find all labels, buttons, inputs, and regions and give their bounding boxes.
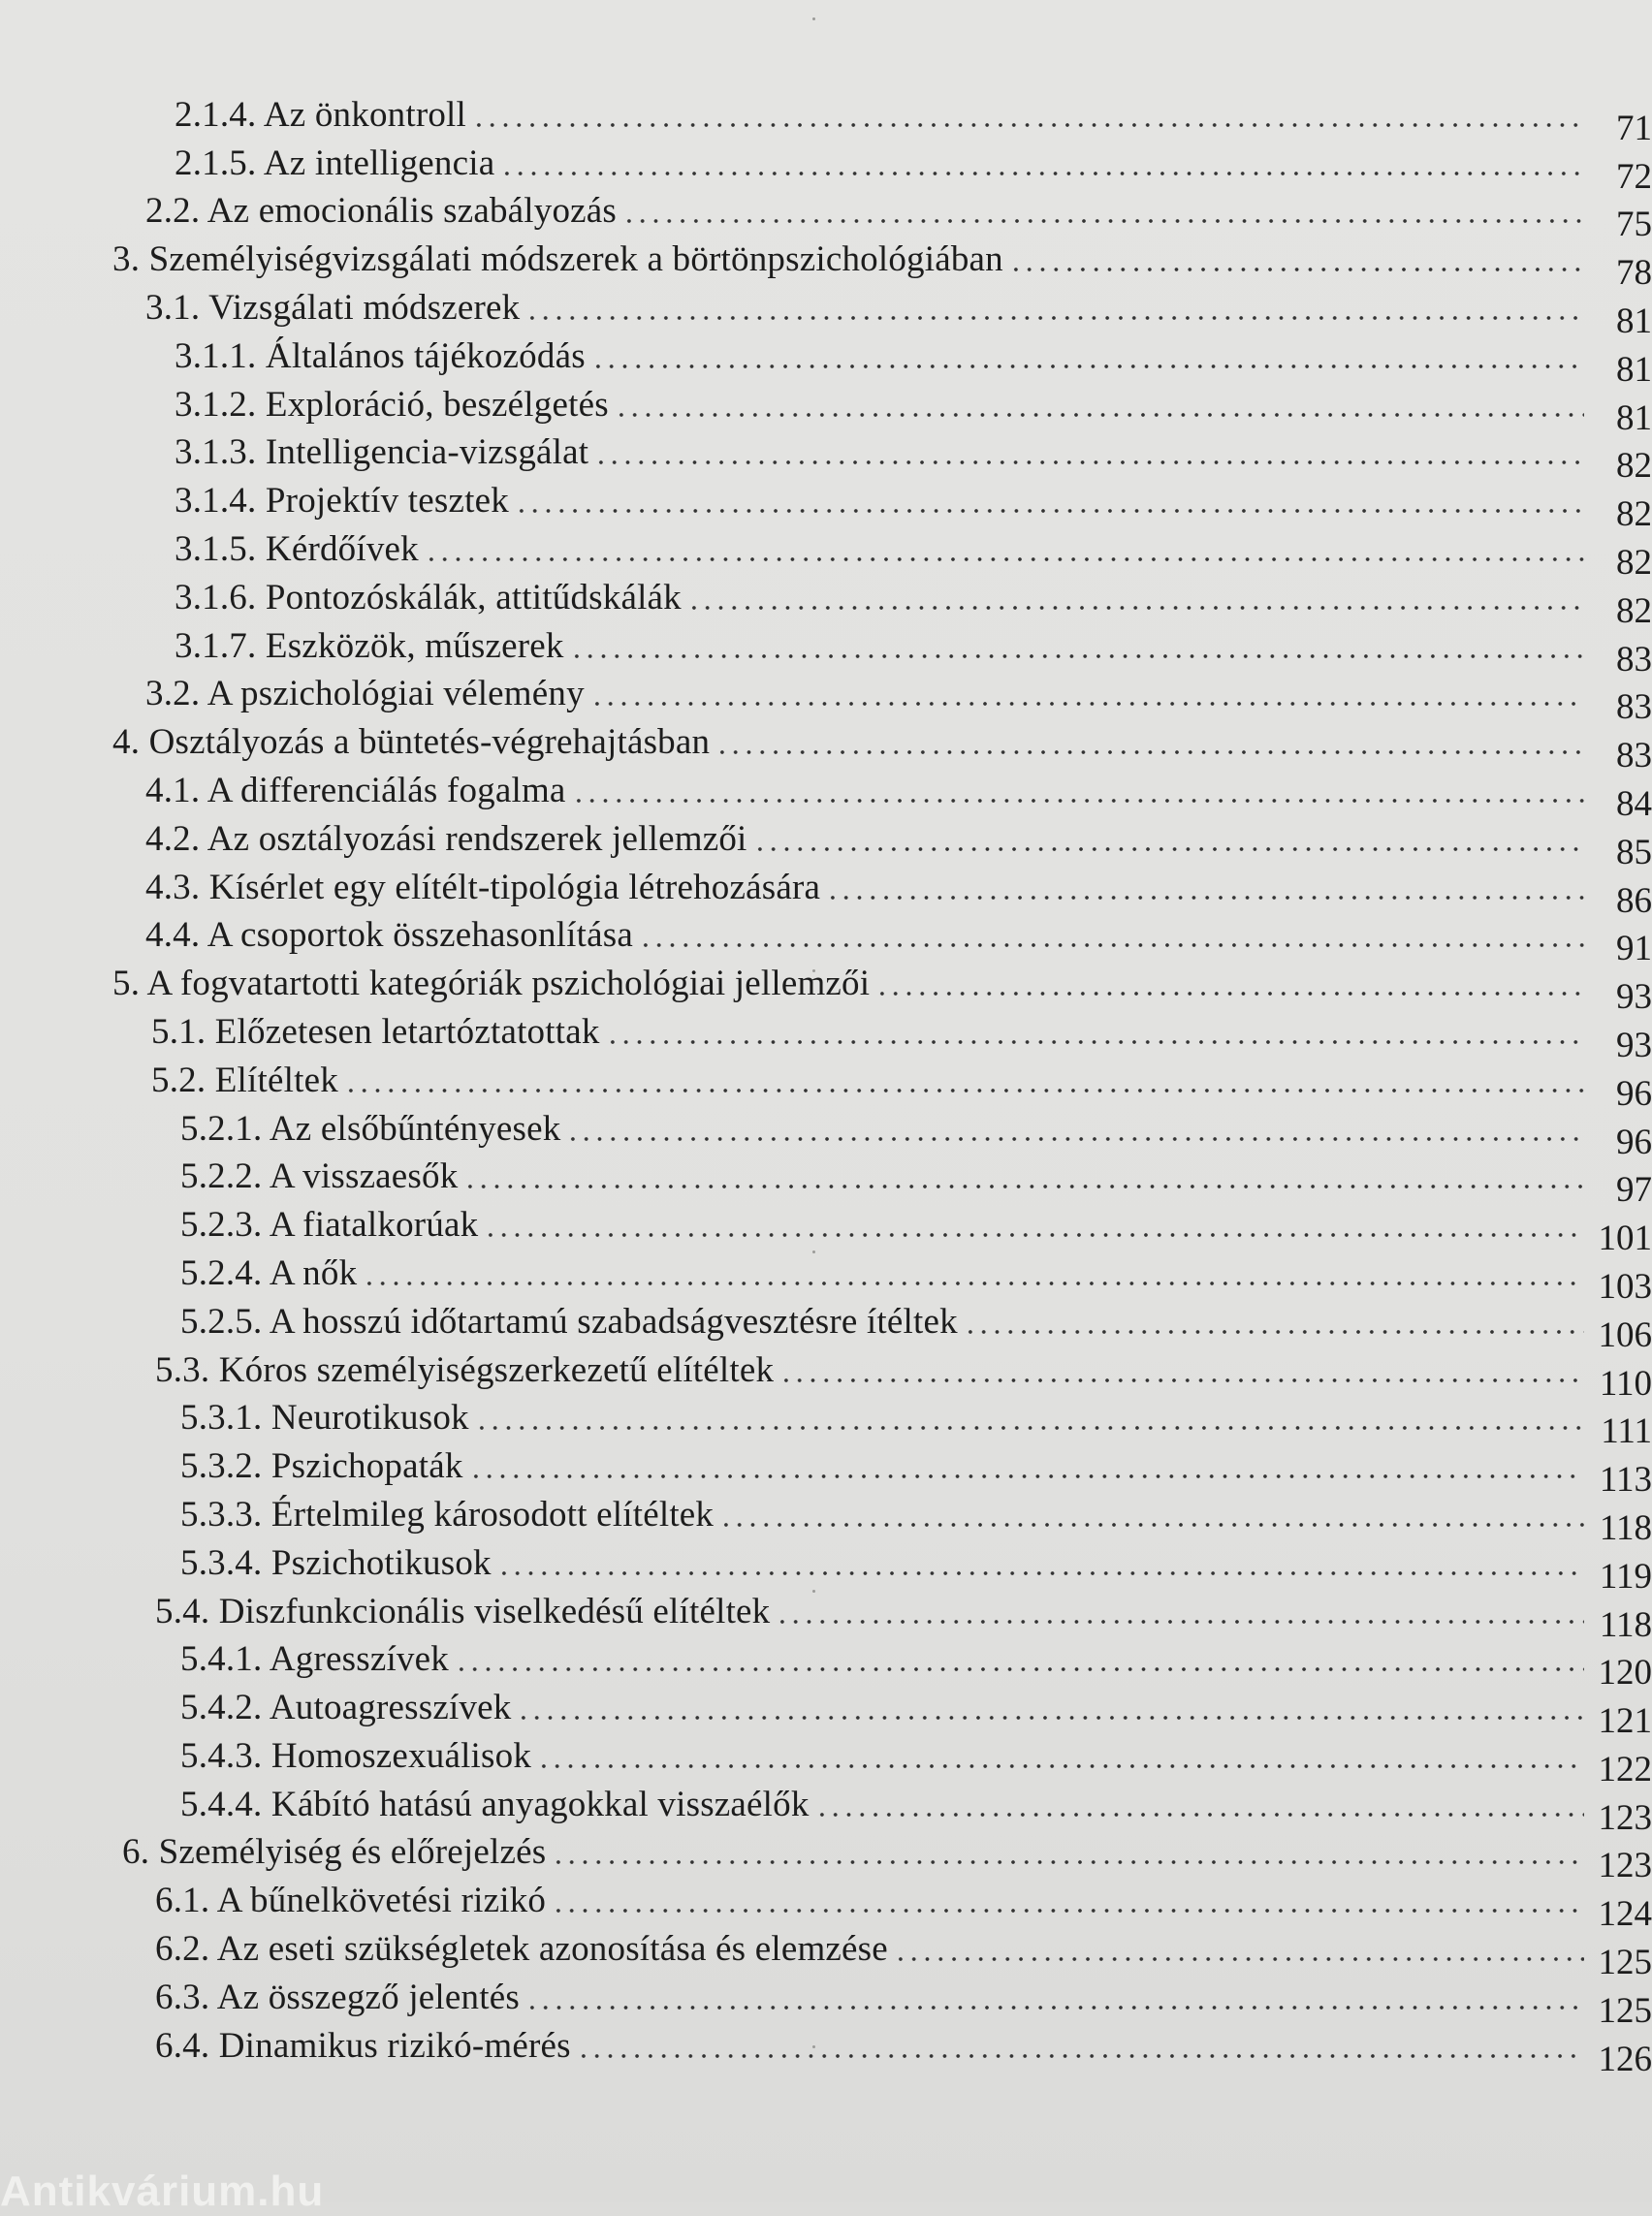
toc-entry-page: 84 — [1616, 783, 1652, 824]
toc-entry-title: 5.3.2. Pszichopaták — [180, 1446, 463, 1487]
toc-entry-page: 82 — [1616, 446, 1652, 487]
dot-leader — [606, 1036, 1584, 1048]
toc-entry-page: 123 — [1598, 1846, 1652, 1886]
toc-entry — [0, 1155, 1652, 1211]
toc-entry-title: 4.2. Az osztályozási rendszerek jellemzői — [145, 818, 747, 859]
toc-entry-page: 119 — [1599, 1556, 1652, 1597]
toc-entry — [0, 1396, 1652, 1452]
dot-leader — [552, 1905, 1584, 1916]
dot-leader — [484, 1229, 1584, 1241]
toc-entry-title: 3.1.3. Intelligencia-vizsgálat — [175, 432, 589, 473]
dot-leader — [776, 1616, 1584, 1628]
toc-entry — [0, 333, 1652, 390]
toc-entry-page: 123 — [1598, 1797, 1652, 1838]
toc-entry-title: 3.1.2. Exploráció, beszélgetés — [175, 384, 609, 425]
toc-entry — [0, 141, 1652, 197]
toc-entry-page: 122 — [1598, 1749, 1652, 1789]
toc-entry-page: 81 — [1616, 349, 1652, 390]
toc-entry-title: 5.2.4. A nők — [180, 1252, 358, 1293]
dot-leader — [344, 1085, 1584, 1096]
dot-leader — [639, 939, 1584, 951]
toc-entry-title: 5.4.4. Kábító hatású anyagokkal visszaélők — [180, 1784, 810, 1824]
toc-entry-page: 110 — [1599, 1363, 1652, 1404]
toc-entry-title: 6. Személyiség és előrejelzés — [122, 1832, 547, 1873]
dot-leader — [875, 988, 1584, 999]
toc-entry-page: 101 — [1598, 1219, 1652, 1259]
toc-entry-title: 5.4. Diszfunkcionális viselkedésű elítéltek — [155, 1591, 771, 1631]
toc-entry-page: 82 — [1616, 494, 1652, 535]
dot-leader — [815, 1809, 1584, 1820]
toc-entry — [0, 1347, 1652, 1404]
toc-entry-page: 83 — [1616, 687, 1652, 728]
toc-entry-page: 113 — [1599, 1460, 1652, 1501]
toc-entry — [0, 1009, 1652, 1065]
toc-entry-title: 5.2.1. Az elsőbűntényesek — [180, 1108, 561, 1149]
toc-entry-title: 2.1.5. Az intelligencia — [175, 142, 495, 183]
dot-leader — [525, 312, 1584, 324]
toc-entry — [0, 237, 1652, 294]
toc-entry-page: 97 — [1616, 1170, 1652, 1211]
toc-entry-page: 82 — [1616, 542, 1652, 583]
toc-entry — [0, 1637, 1652, 1694]
toc-entry-page: 126 — [1598, 2039, 1652, 2079]
toc-entry-title: 2.2. Az emocionális szabályozás — [145, 191, 618, 232]
toc-entry — [0, 1782, 1652, 1838]
toc-entry-page: 83 — [1616, 639, 1652, 680]
toc-entry-page: 81 — [1616, 301, 1652, 341]
toc-entry-page: 118 — [1599, 1507, 1652, 1548]
toc-entry — [0, 478, 1652, 535]
toc-entry-title: 5.4.3. Homoszexuálisok — [180, 1735, 532, 1776]
toc-entry — [0, 430, 1652, 487]
toc-entry-title: 6.3. Az összegző jelentés — [155, 1977, 520, 2017]
toc-entry — [0, 1058, 1652, 1114]
toc-entry-title: 5.2.3. A fiatalkorúak — [180, 1205, 479, 1246]
toc-entry — [0, 719, 1652, 776]
toc-entry — [0, 382, 1652, 438]
toc-entry-title: 5.4.2. Autoagresszívek — [180, 1688, 512, 1728]
dot-leader — [515, 505, 1584, 517]
dot-leader — [537, 1760, 1584, 1772]
toc-entry-title: 5.3.4. Pszichotikusok — [180, 1542, 492, 1583]
toc-entry-page: 93 — [1616, 977, 1652, 1018]
toc-entry — [0, 865, 1652, 921]
dot-leader — [1009, 264, 1584, 275]
toc-entry — [0, 1492, 1652, 1548]
toc-entry-title: 6.2. Az eseti szükségletek azonosítása és elemzése — [155, 1929, 888, 1970]
toc-entry-page: 75 — [1616, 205, 1652, 245]
dot-leader — [591, 361, 1584, 372]
dot-leader — [566, 1133, 1584, 1145]
toc-entry — [0, 1106, 1652, 1162]
dot-leader — [363, 1278, 1584, 1289]
toc-entry-title: 5.2.2. A visszaesők — [180, 1156, 459, 1197]
toc-entry — [0, 1878, 1652, 1935]
toc-entry-title: 4.3. Kísérlet egy elítélt-tipológia létrehozására — [145, 867, 821, 907]
toc-entry-title: 3.1.7. Eszközök, műszerek — [175, 625, 564, 666]
toc-entry-title: 5.3. Kóros személyiségszerkezetű elítéltek — [155, 1349, 775, 1390]
toc-entry-page: 124 — [1598, 1894, 1652, 1935]
toc-entry-title: 3.1. Vizsgálati módszerek — [145, 287, 521, 328]
dot-leader — [826, 892, 1584, 903]
toc-entry-title: 4.4. A csoportok összehasonlítása — [145, 915, 633, 956]
toc-entry-title: 3.2. A pszichológiai vélemény — [145, 674, 585, 714]
toc-entry — [0, 961, 1652, 1018]
toc-entry-page: 111 — [1601, 1411, 1652, 1452]
dot-leader — [517, 1712, 1584, 1724]
toc-entry — [0, 285, 1652, 341]
dot-leader — [894, 1953, 1584, 1965]
toc-entry-page: 91 — [1616, 929, 1652, 969]
dot-leader — [469, 1471, 1584, 1482]
toc-entry-page: 82 — [1616, 590, 1652, 631]
toc-entry-page: 125 — [1598, 1990, 1652, 2031]
toc-entry-title: 6.4. Dinamikus rizikó-mérés — [155, 2025, 571, 2066]
toc-entry-page: 125 — [1598, 1943, 1652, 1983]
toc-entry — [0, 2023, 1652, 2079]
dot-leader — [715, 746, 1584, 758]
toc-entry-title: 3.1.1. Általános tájékozódás — [175, 335, 586, 376]
table-of-contents — [0, 92, 1652, 2079]
toc-entry-title: 3. Személyiségvizsgálati módszerek a börtönpszichológiában — [112, 239, 1003, 280]
toc-entry-title: 5.3.1. Neurotikusok — [180, 1398, 469, 1439]
toc-entry — [0, 92, 1652, 148]
dot-leader — [455, 1663, 1584, 1675]
toc-entry — [0, 768, 1652, 824]
dot-leader — [622, 215, 1584, 227]
toc-entry-title: 4.1. A differenciálás fogalma — [145, 770, 566, 810]
toc-entry — [0, 189, 1652, 245]
toc-entry — [0, 1443, 1652, 1501]
page-fold-mark — [812, 17, 815, 20]
toc-entry-page: 71 — [1616, 108, 1652, 148]
toc-entry-page: 85 — [1616, 832, 1652, 872]
toc-entry — [0, 1202, 1652, 1259]
toc-entry — [0, 1589, 1652, 1645]
toc-entry — [0, 816, 1652, 872]
toc-entry — [0, 913, 1652, 969]
toc-entry-page: 103 — [1598, 1266, 1652, 1307]
watermark: Antikvárium.hu — [0, 2168, 325, 2215]
toc-entry — [0, 623, 1652, 680]
dot-leader — [577, 2050, 1584, 2062]
toc-entry-title: 5.4.1. Agresszívek — [180, 1639, 449, 1680]
toc-entry-page: 120 — [1598, 1653, 1652, 1694]
dot-leader — [687, 602, 1584, 614]
toc-entry-page: 72 — [1616, 156, 1652, 197]
dot-leader — [615, 409, 1584, 421]
dot-leader — [779, 1375, 1584, 1386]
toc-entry-title: 2.1.4. Az önkontroll — [175, 94, 467, 135]
toc-entry-page: 118 — [1599, 1604, 1652, 1645]
toc-entry-page: 106 — [1598, 1314, 1652, 1355]
toc-entry-title: 4. Osztályozás a büntetés-végrehajtásban — [112, 722, 711, 763]
toc-entry — [0, 526, 1652, 583]
toc-entry-page: 121 — [1598, 1701, 1652, 1742]
toc-entry — [0, 1685, 1652, 1742]
dot-leader — [463, 1181, 1584, 1192]
dot-leader — [964, 1326, 1584, 1338]
toc-entry-title: 3.1.4. Projektív tesztek — [175, 481, 509, 522]
dot-leader — [570, 650, 1584, 662]
toc-entry-title: 3.1.5. Kérdőívek — [175, 528, 419, 569]
toc-entry-title: 5.1. Előzetesen letartóztatottak — [151, 1011, 600, 1052]
toc-entry-title: 5.2.5. A hosszú időtartamú szabadságvesztésre ítéltek — [180, 1301, 958, 1342]
dot-leader — [572, 795, 1584, 807]
toc-entry-title: 6.1. A bűnelkövetési rizikó — [155, 1881, 547, 1921]
dot-leader — [590, 698, 1584, 710]
toc-entry — [0, 1299, 1652, 1355]
dot-leader — [594, 457, 1584, 468]
toc-entry-page: 86 — [1616, 880, 1652, 921]
dot-leader — [525, 2002, 1584, 2013]
toc-entry — [0, 1830, 1652, 1886]
dot-leader — [753, 843, 1584, 855]
toc-entry — [0, 1926, 1652, 1983]
toc-entry-title: 5. A fogvatartotti kategóriák pszichológiai jellemzői — [112, 964, 871, 1004]
dot-leader — [719, 1519, 1584, 1531]
toc-entry — [0, 1733, 1652, 1789]
dot-leader — [552, 1856, 1584, 1868]
dot-leader — [425, 554, 1584, 565]
toc-entry — [0, 1250, 1652, 1307]
toc-entry-title: 3.1.6. Pontozóskálák, attitűdskálák — [175, 577, 682, 617]
toc-entry-page: 83 — [1616, 736, 1652, 776]
dot-leader — [472, 119, 1584, 131]
dot-leader — [475, 1422, 1584, 1434]
toc-entry — [0, 575, 1652, 631]
dot-leader — [500, 168, 1584, 179]
toc-entry-page: 96 — [1616, 1122, 1652, 1162]
toc-entry-page: 96 — [1616, 1073, 1652, 1114]
toc-entry-page: 81 — [1616, 397, 1652, 438]
toc-entry-page: 93 — [1616, 1025, 1652, 1065]
toc-entry-title: 5.2. Elítéltek — [151, 1060, 338, 1100]
toc-entry — [0, 1975, 1652, 2031]
toc-entry-title: 5.3.3. Értelmileg károsodott elítéltek — [180, 1494, 715, 1535]
dot-leader — [497, 1567, 1584, 1579]
toc-entry — [0, 672, 1652, 728]
toc-entry-page: 78 — [1616, 253, 1652, 294]
toc-entry — [0, 1540, 1652, 1597]
